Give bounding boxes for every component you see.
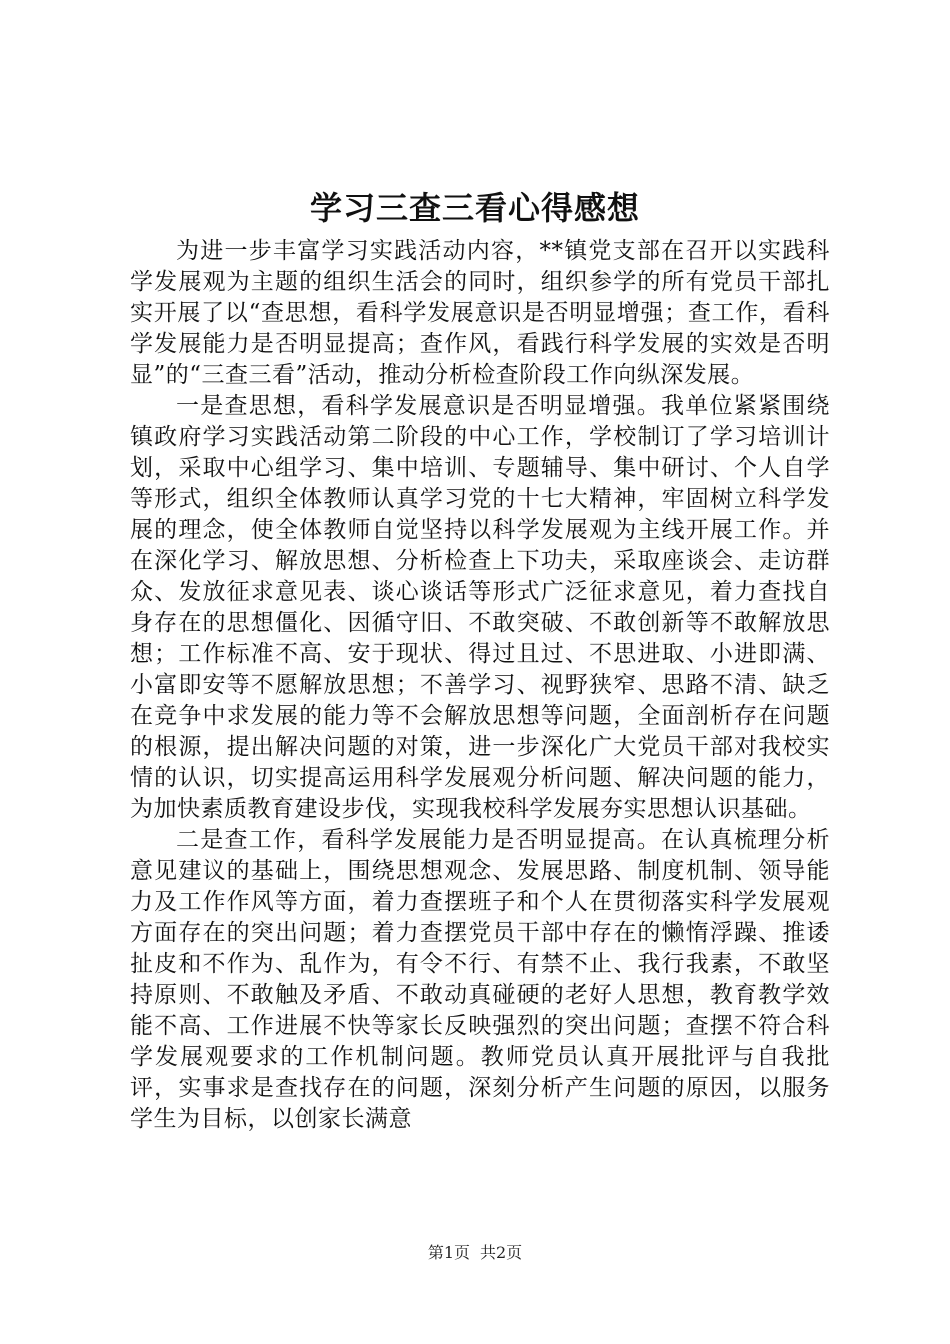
page-number-current: 第1页 [427, 1243, 470, 1262]
document-body [130, 236, 830, 1135]
paragraph-check-thinking: 一是查思想，看科学发展意识是否明显增强。我单位紧紧围绕镇政府学习实践活动第二阶段的中心工作，学校制订了学习培训计划，采取中心组学习、集中培训、专题辅导、集中研讨、个人自学等形式，组织全体教师认真学习党的十七大精神，牢固树立科学发展的理念，使全体教师自觉坚持以科学发展观为主线开展工作。并在深化学习、解放思想、分析检查上下功夫，采取座谈会、走访群众、发放征求意见表、谈心谈话等形式广泛征求意见，着力查找自身存在的思想僵化、因循守旧、不敢突破、不敢创新等不敢解放思想；工作标准不高、安于现状、得过且过、不思进取、小进即满、小富即安等不愿解放思想；不善学习、视野狭窄、思路不清、缺乏在竞争中求发展的能力等不会解放思想等问题，全面剖析存在问题的根源，提出解决问题的对策，进一步深化广大党员干部对我校实情的认识，切实提高运用科学发展观分析问题、解决问题的能力，为加快素质教育建设步伐，实现我校科学发展夯实思想认识基础。 [130, 393, 830, 822]
document-title: 学习三查三看心得感想 [309, 189, 640, 227]
page-number-total: 共2页 [480, 1243, 523, 1262]
paragraph-intro: 为进一步丰富学习实践活动内容，**镇党支部在召开以实践科学发展观为主题的组织生活会的同时，组织参学的所有党员干部扎实开展了以“查思想，看科学发展意识是否明显增强；查工作，看科学发展能力是否明显提高；查作风，看践行科学发展的实效是否明显”的“三查三看”活动，推动分析检查阶段工作向纵深发展。 [130, 238, 830, 388]
paragraph-check-work: 二是查工作，看科学发展能力是否明显提高。在认真梳理分析意见建议的基础上，围绕思想观念、发展思路、制度机制、领导能力及工作作风等方面，着力查摆班子和个人在贯彻落实科学发展观方面存在的突出问题；着力查摆党员干部中存在的懒惰浮躁、推诿扯皮和不作为、乱作为，有令不行、有禁不止、我行我素，不敢坚持原则、不敢触及矛盾、不敢动真碰硬的老好人思想，教育教学效能不高、工作进展不快等家长反映强烈的突出问题；查摆不符合科学发展观要求的工作机制问题。教师党员认真开展批评与自我批评，实事求是查找存在的问题，深刻分析产生问题的原因，以服务学生为目标，以创家长满意 [130, 827, 830, 1132]
page-footer [0, 1243, 950, 1263]
